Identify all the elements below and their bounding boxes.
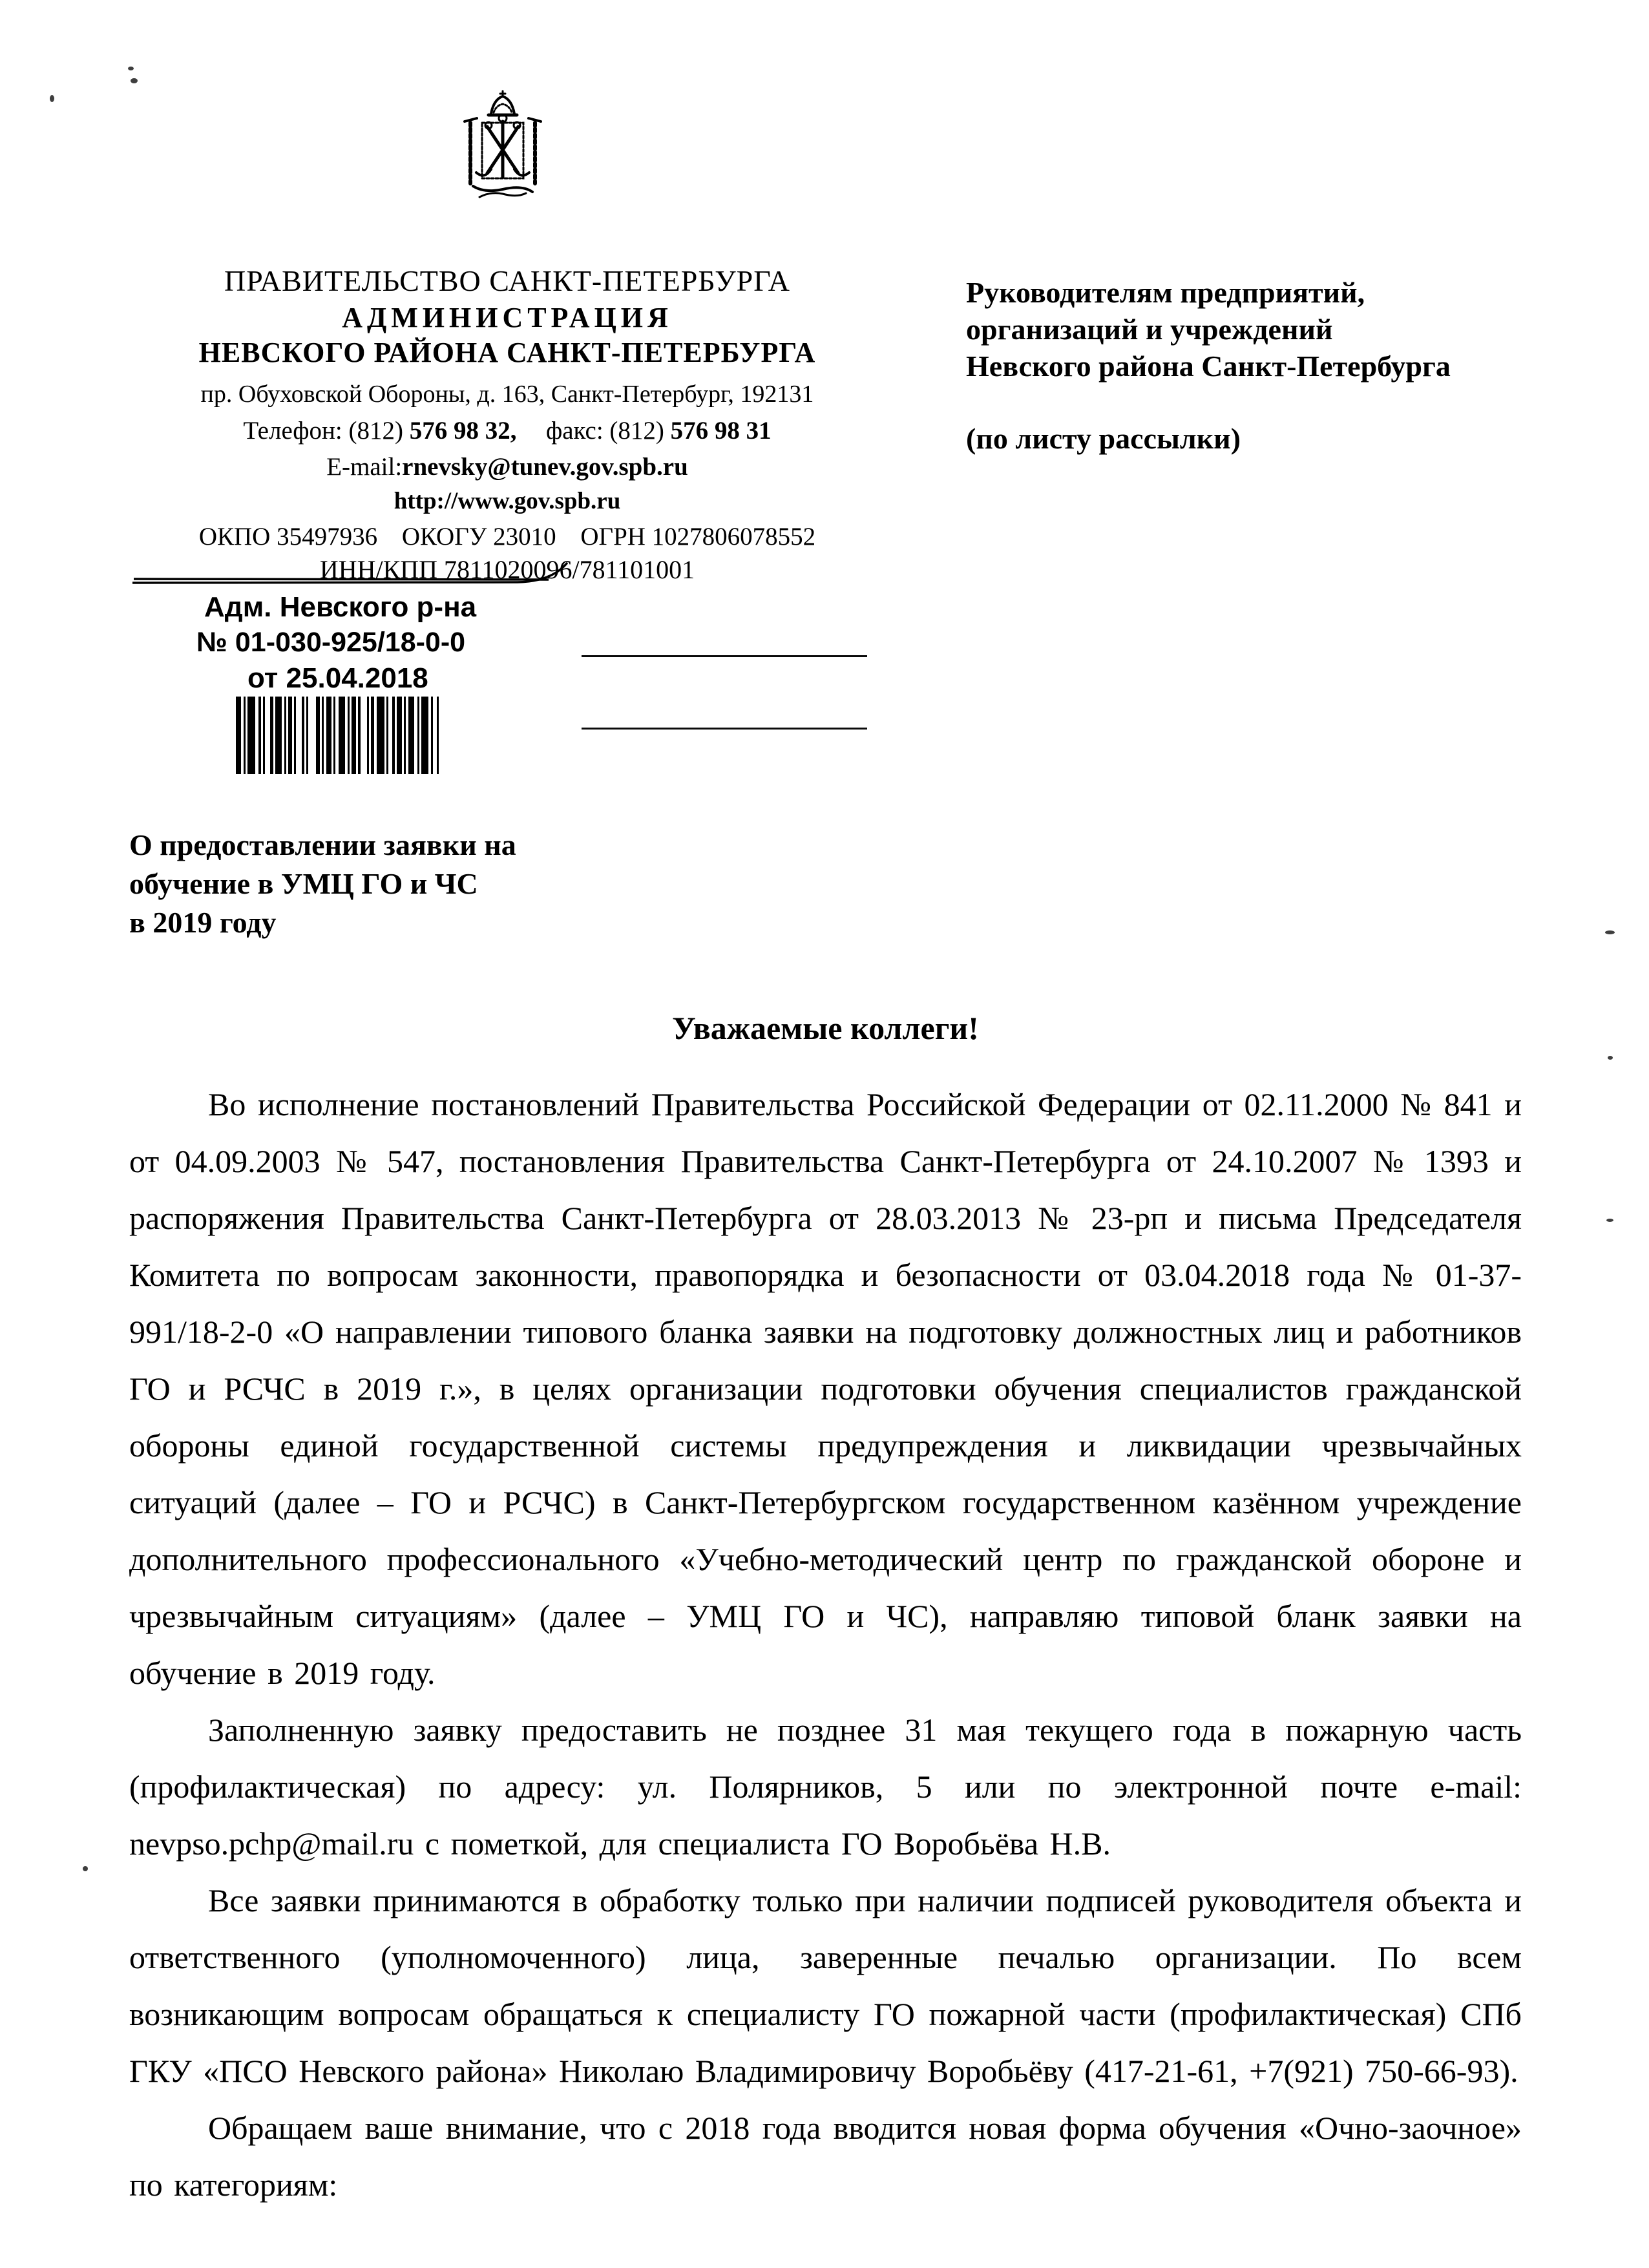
- body-paragraph: Обращаем ваше внимание, что с 2018 года вводится новая форма обучения «Очно-заочное» по категориям:: [129, 2110, 1522, 2203]
- salutation: Уважаемые коллеги!: [672, 1010, 979, 1046]
- letter-body: [129, 1076, 1522, 2213]
- phone-number: 576 98 32,: [409, 417, 517, 445]
- blank-fill-line-1: [582, 655, 867, 657]
- letterhead-divider-line: [132, 557, 578, 588]
- addressee-line: Руководителям предприятий,: [966, 276, 1365, 309]
- body-paragraph: Во исполнение постановлений Правительства Российской Федерации от 02.11.2000 № 841 и от 04.09.2003 № 547, постановления Правительства Санкт-Петербурга от 24.10.2007 № 1393 и распоряжения Правительства Санкт-Петербурга от 28.03.2013 № 23-рп и письма Председателя Комитета по вопросам законности, правопорядка и безопасности от 03.04.2018 года № 01-37-991/18-2-0 «О направлении типового бланка заявки на подготовку должностных лиц и работников ГО и РСЧС в 2019 г.», в целях организации подготовки обучения специалистов гражданской обороны единой государственной системы предупреждения и ликвидации чрезвычайных ситуаций (далее – ГО и РСЧС) в Санкт-Петербургском государственном казённом учреждение дополнительного профессионального «Учебно-методический центр по гражданской обороне и чрезвычайным ситуациям» (далее – УМЦ ГО и ЧС), направляю типовой бланк заявки на обучение в 2019 году.: [129, 1086, 1522, 1691]
- stamp-org: Адм. Невского р-на: [204, 591, 477, 623]
- subject-block: [129, 826, 711, 942]
- addressee-note: (по листу рассылки): [966, 422, 1241, 455]
- scan-speck: [1606, 1219, 1613, 1222]
- body-paragraph: Заполненную заявку предоставить не позднее 31 мая текущего года в пожарную часть (профилактическая) по адресу: ул. Полярников, 5 или по электронной почте e-mail: nevpso.pchp@mail.ru с пометкой, для специалиста ГО Воробьёва Н.В.: [129, 1712, 1522, 1862]
- scan-speck: [83, 1866, 88, 1871]
- blank-fill-line-2: [582, 728, 867, 730]
- website: http://www.gov.spb.ru: [394, 488, 621, 514]
- fax-code: (812): [609, 417, 664, 445]
- saint-petersburg-coat-of-arms-icon: [451, 89, 554, 205]
- government-name: ПРАВИТЕЛЬСТВО САНКТ-ПЕТЕРБУРГА: [224, 264, 791, 297]
- body-paragraph: Все заявки принимаются в обработку только при наличии подписей руководителя объекта и ответственного (уполномоченного) лица, заверенные печалью организации. По всем возникающим вопросам обращаться к специалисту ГО пожарной части (профилактическая) СПб ГКУ «ПСО Невского района» Николаю Владимировичу Воробьёву (417-21-61, +7(921) 750-66-93).: [129, 1882, 1522, 2089]
- scan-speck: [50, 95, 54, 102]
- subject-line: обучение в УМЦ ГО и ЧС: [129, 867, 478, 900]
- phone-code: (812): [348, 417, 403, 445]
- fax-number: 576 98 31: [670, 417, 772, 445]
- stamp-number: № 01-030-925/18-0-0: [196, 627, 466, 658]
- okpo-code: ОКПО 35497936: [198, 523, 378, 551]
- postal-address: пр. Обуховской Обороны, д. 163, Санкт-Петербург, 192131: [200, 381, 814, 408]
- okogu-code: ОКОГУ 23010: [401, 523, 556, 551]
- inn-kpp-line: ИНН/КПП 7811020096/781101001: [319, 555, 695, 584]
- org-codes-line: [116, 522, 898, 551]
- registration-barcode: [236, 697, 441, 774]
- scan-speck: [1605, 930, 1615, 934]
- email-label: E-mail:: [326, 453, 403, 481]
- phone-fax-line: [116, 416, 898, 445]
- ogrn-code: ОГРН 1027806078552: [580, 523, 816, 551]
- district-name: НЕВСКОГО РАЙОНА САНКТ-ПЕТЕРБУРГА: [198, 337, 816, 368]
- addressee-line: Невского района Санкт-Петербурга: [966, 350, 1451, 383]
- scan-speck: [1608, 1056, 1613, 1060]
- fax-label: факс:: [545, 417, 604, 445]
- scan-speck: [128, 67, 134, 70]
- addressee-line: организаций и учреждений: [966, 313, 1333, 346]
- subject-line: О предоставлении заявки на: [129, 828, 516, 861]
- phone-label: Телефон:: [243, 417, 342, 445]
- stamp-date: от 25.04.2018: [247, 662, 428, 694]
- scan-speck: [131, 78, 138, 83]
- subject-line: в 2019 году: [129, 906, 277, 939]
- email-line: [116, 452, 898, 481]
- email-address: rnevsky@tunev.gov.spb.ru: [402, 453, 688, 481]
- administration-name: АДМИНИСТРАЦИЯ: [342, 302, 673, 333]
